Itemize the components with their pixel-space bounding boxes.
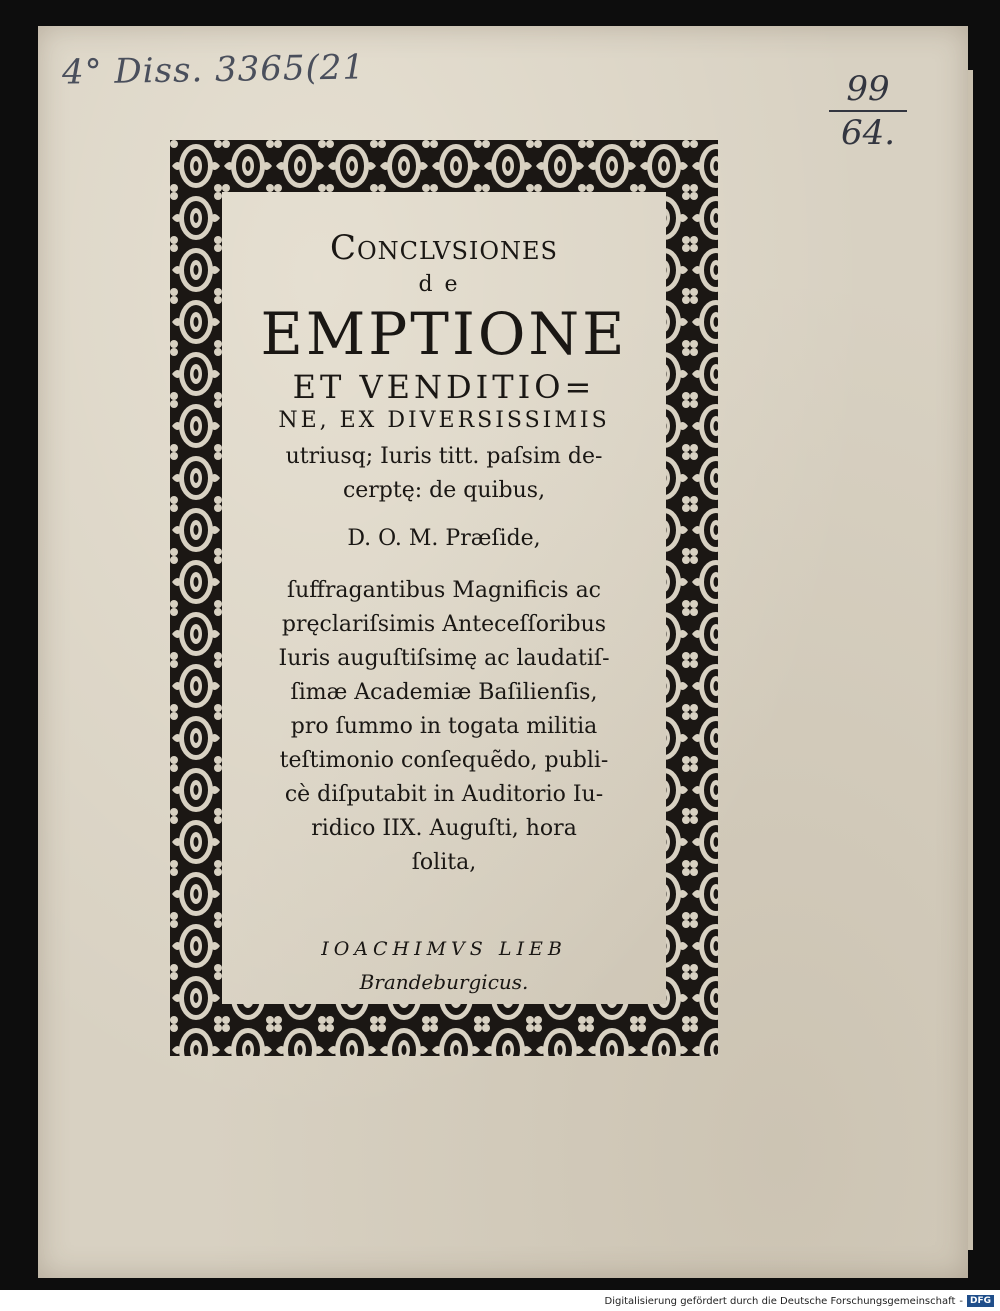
title-line-emptione: EMPTIONE bbox=[260, 300, 628, 368]
number-bottom: 64. bbox=[840, 113, 896, 153]
title-text-block bbox=[222, 192, 666, 1004]
dfg-logo-icon: DFG bbox=[967, 1295, 994, 1307]
body-line: pro ſummo in togata militia bbox=[290, 714, 598, 739]
body-line: ridico IIX. Auguſti, hora bbox=[311, 816, 577, 841]
body-line: cerptę: de quibus, bbox=[342, 478, 546, 503]
author-origin: Brandeburgicus. bbox=[359, 970, 529, 994]
body-line: ſolita, bbox=[411, 850, 477, 875]
number-top: 99 bbox=[846, 69, 890, 109]
body-line: cè diſputabit in Auditorio Iu- bbox=[284, 782, 604, 807]
page-number-handwriting bbox=[818, 69, 918, 153]
title-line-diversissimis: NE, EX DIVERSISSIMIS bbox=[278, 408, 610, 433]
title-line-de: de bbox=[418, 272, 470, 297]
body-line: Iuris auguſtiſsimę ac laudatiſ- bbox=[278, 646, 610, 671]
author-name: IOACHIMVS LIEB bbox=[321, 938, 567, 960]
footer-credit-text: Digitalisierung gefördert durch die Deutsche Forschungsgemeinschaft bbox=[604, 1295, 956, 1307]
fraction-line bbox=[829, 110, 907, 112]
body-line: D. O. M. Præſide, bbox=[347, 526, 541, 551]
body-line: ſuffragantibus Magnificis ac bbox=[286, 578, 602, 603]
body-line: teſtimonio conſequẽdo, publi- bbox=[279, 748, 609, 773]
title-line-venditio: ET VENDITIO= bbox=[292, 368, 596, 406]
shelfmark-handwriting: 4° Diss. 3365(21 bbox=[61, 47, 366, 93]
body-line: pręclariſsimis Anteceſſoribus bbox=[281, 612, 607, 637]
title-line-conclusiones: Conclvsiones bbox=[329, 228, 559, 268]
footer-credit bbox=[605, 1294, 994, 1308]
body-line: ſimæ Academiæ Baſilienſis, bbox=[290, 680, 598, 705]
body-line: utriusq; Iuris titt. paſsim de- bbox=[285, 444, 603, 469]
footer-separator: - bbox=[959, 1295, 963, 1307]
